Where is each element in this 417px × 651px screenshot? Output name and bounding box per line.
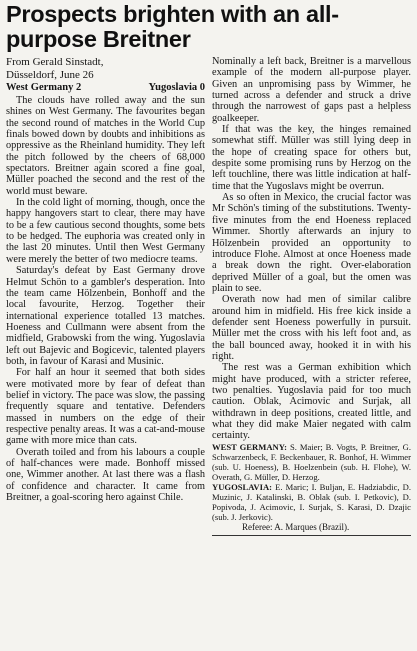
paragraph: For half an hour it seemed that both sides were motivated more by fear of defeat than belief in victory. The pace was slow, the passing frequently square and tentative. Defenders massed in numbers on the edge of their respective penalty areas. It was a cat-and-mouse game with more mice than cats. [6, 367, 205, 447]
paragraph: In the cold light of morning, though, once the happy hangovers start to clear, there may have to be a few cautious second thoughts, some bets to be hedged. The euphoria was created only in the last 20 minutes. Until then West Germany were merely the better of two mediocre teams. [6, 197, 205, 265]
article-columns [6, 56, 412, 536]
match-score [6, 82, 205, 94]
lineup-label: YUGOSLAVIA: [212, 481, 273, 492]
paragraph: Overath toiled and from his labours a couple of half-chances were made. Bonhoff missed one, Wimmer another. At last there was a flash of confidence and character. It came from Breitner, a goal-scoring hero against Chile. [6, 446, 205, 504]
paragraph: The clouds have rolled away and the sun shines on West Germany. The favourites began the second round of matches in the World Cup finals bowed down by doubts and inhibitions as oppressive as the Rheinland humidity. They left the pitch followed by the cheers of 68,000 spectators. Breitner again scored a fine goal, Müller poached the second and the rest of the world must beware. [6, 95, 205, 197]
paragraph: If that was the key, the hinges remained somewhat stiff. Müller was still lying deep in the hope of creating space for others but, despite some promising runs by Herzog on the left touchline, there was little indication at half-time that the Yugoslavs might be overrun. [212, 124, 411, 192]
column-left [6, 56, 205, 536]
column-end-rule [212, 535, 411, 536]
paragraph: Overath now had men of similar calibre around him in midfield. His free kick inside a defender sent Hoeness powerfully in pursuit. Müller met the cross with his left foot and, as the ball bounced away, hooked it in with his right. [212, 294, 411, 362]
paragraph: Saturday's defeat by East Germany drove Helmut Schön to a gambler's desperation. Into the team came Hölzenbein, Bonhoff and the local favourite, Herzog. Together their international experience totalled 13 matches. Hoeness and Cullmann were absent from the midfield, Grabowski from the wing. Yugoslavia left out Bajevic and Bogicevic, talented players both, in favour of Karasi and Musinic. [6, 265, 205, 367]
referee-label: Referee: [242, 521, 273, 532]
paragraph: Nominally a left back, Breitner is a marvellous example of the modern all-purpose player. Given an unpromising pass by Wimmer, he turned across a defender and struck a drive through the narrowest of gaps past a helpless goalkeeper. [212, 56, 411, 124]
referee-name: A. Marques (Brazil). [274, 521, 350, 532]
lineup-players: E. Maric; I. Buljan, E. Hadziabdic, D. Muzinic, J. Katalinski, B. Oblak (sub. I. Petkovic), D. Popivoda, J. Acimovic, I. Surjak, S. Karasi, D. Dzajic (sub. J. Jerkovic). [212, 481, 411, 522]
headline: Prospects brighten with an all-purpose Breitner [6, 1, 339, 52]
lineup-label: WEST GERMANY: [212, 441, 288, 452]
lineup-players: S. Maier; B. Vogts, P. Breitner, G. Schwarzenbeck, F. Beckenbauer, R. Bonhof, H. Wimmer (sub. U. Hoeness), B. Hoelzenbein (sub. H. Flohe), W. Overath, G. Müller, D. Herzog. [212, 441, 411, 482]
column-right [212, 56, 411, 536]
lineup-west-germany [212, 442, 411, 482]
byline-dateline: Düsseldorf, June 26 [6, 68, 94, 81]
score-home: West Germany 2 [6, 82, 82, 93]
byline-author: From Gerald Sinstadt, [6, 56, 104, 68]
lineup-yugoslavia [212, 482, 411, 522]
paragraph: The rest was a German exhibition which might have produced, with a stricter referee, two penalties. Yugoslavia paid for too much caution. Oblak, Acimovic and Surjak, all withdrawn in deep positions, created little, and what they did make Maier negated with calm certainty. [212, 362, 411, 442]
paragraph: As so often in Mexico, the crucial factor was Mr Schön's timing of the substitutions. Twenty-five minutes from the end Hoeness replaced Wimmer. Shortly afterwards an injury to Hölzenbein provided an opportunity to introduce Flohe. Almost at once Hoeness made a break down the right. Over-elaboration deprived Müller of a goal, but the omen was plain to see. [212, 192, 411, 294]
referee-line [212, 522, 411, 533]
score-away: Yugoslavia 0 [148, 82, 205, 93]
